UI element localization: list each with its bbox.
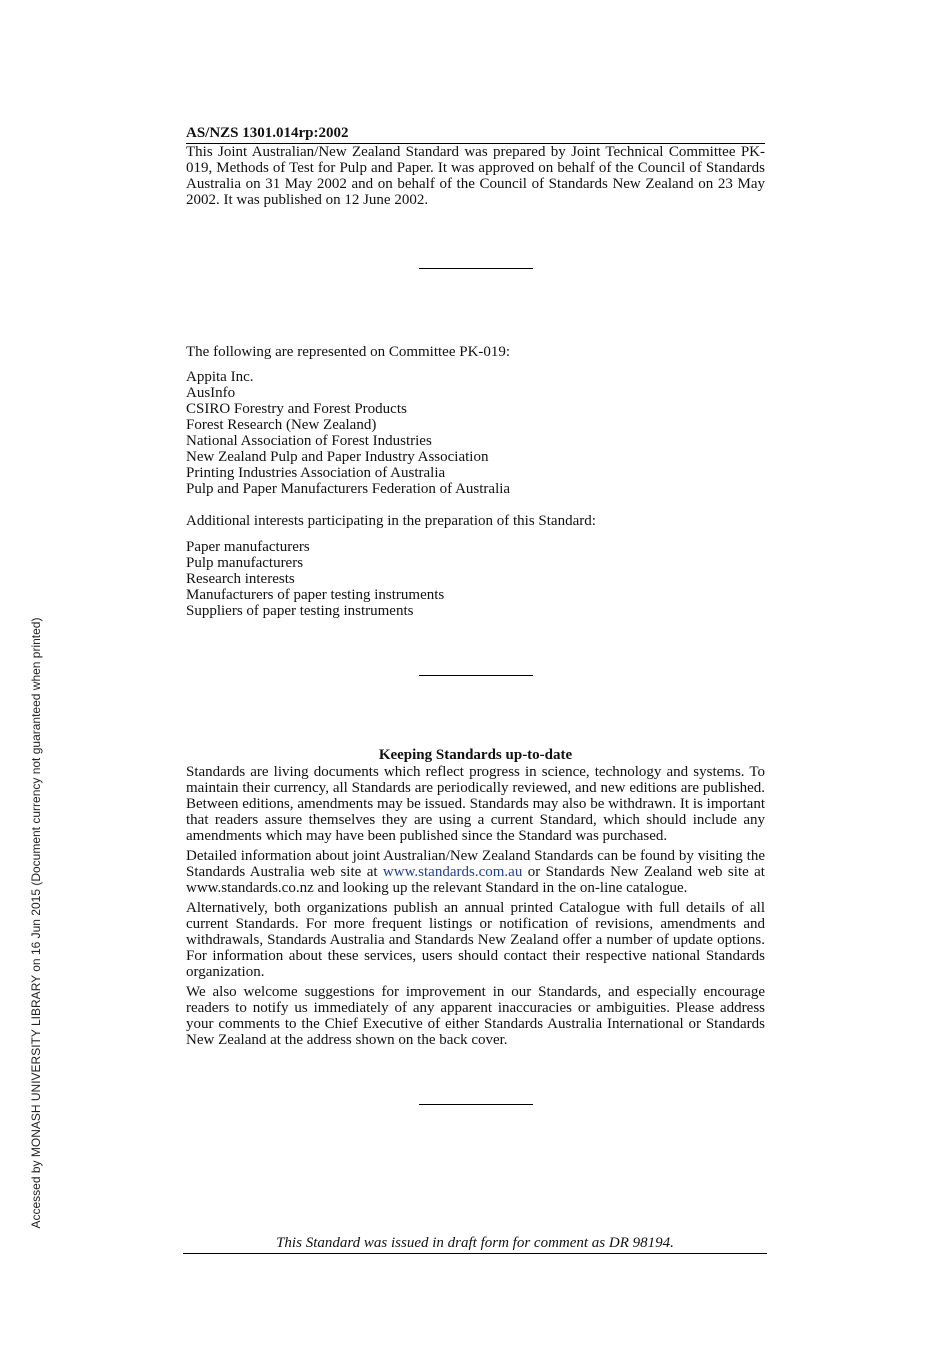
list-item: National Association of Forest Industries [186,433,432,449]
additional-intro: Additional interests participating in the preparation of this Standard: [186,513,596,529]
preface-paragraph: This Joint Australian/New Zealand Standard was prepared by Joint Technical Committee PK-019, Methods of Test for Pulp and Paper. It was approved on behalf of the Council of Standards Australia on 31 May 2002 and on behalf of the Council of Standards New Zealand on 23 May 2002. It was published on 12 June 2002. [186,144,765,208]
keeping-paragraph-3: Alternatively, both organizations publish an annual printed Catalogue with full details of all current Standards. For more frequent listings or notification of revisions, amendments and withdrawals, Standards Australia and Standards New Zealand offer a number of update options. For information about these services, users should contact their respective national Standards organization. [186,900,765,980]
keeping-paragraph-4: We also welcome suggestions for improvement in our Standards, and especially encourage readers to notify us immediately of any apparent inaccuracies or ambiguities. Please address your comments to the Chief Executive of either Standards Australia International or Standards New Zealand at the address shown on the back cover. [186,984,765,1048]
list-item: AusInfo [186,385,236,401]
list-item: Pulp and Paper Manufacturers Federation of Australia [186,481,511,497]
standards-australia-link[interactable]: www.standards.com.au [382,864,523,880]
keeping-standards-heading: Keeping Standards up-to-date [378,747,573,763]
committee-intro: The following are represented on Committee PK-019: [186,344,511,360]
list-item: Printing Industries Association of Australia [186,465,446,481]
list-item: Appita Inc. [186,369,254,385]
committee-member-list [186,369,765,497]
list-item: Research interests [186,571,295,587]
list-item: Forest Research (New Zealand) [186,417,377,433]
standard-number: AS/NZS 1301.014rp:2002 [186,125,349,141]
additional-interest-list [186,539,765,619]
keeping-paragraph-1: Standards are living documents which reflect progress in science, technology and systems. To maintain their currency, all Standards are periodically reviewed, and new editions are published. Between editions, amendments may be issued. Standards may also be withdrawn. It is important that readers assure themselves they are using a current Standard, which should include any amendments which may have been published since the Standard was purchased. [186,764,765,844]
list-item: Pulp manufacturers [186,555,304,571]
list-item: Suppliers of paper testing instruments [186,603,414,619]
access-watermark: Accessed by MONASH UNIVERSITY LIBRARY on 16 Jun 2015 (Document currency not guaranteed when printed) [29,617,43,1229]
section-divider [419,1104,533,1105]
list-item: Manufacturers of paper testing instruments [186,587,445,603]
list-item: CSIRO Forestry and Forest Products [186,401,407,417]
keeping-paragraph-2: Detailed information about joint Australian/New Zealand Standards can be found by visiting the Standards Australia web site at www.standards.com.au or Standards New Zealand web site at www.standards.co.nz and looking up the relevant Standard in the on-line catalogue. [186,848,765,896]
list-item: Paper manufacturers [186,539,310,555]
list-item: New Zealand Pulp and Paper Industry Association [186,449,489,465]
draft-note: This Standard was issued in draft form for comment as DR 98194. [183,1234,767,1254]
page-content [186,124,765,1105]
